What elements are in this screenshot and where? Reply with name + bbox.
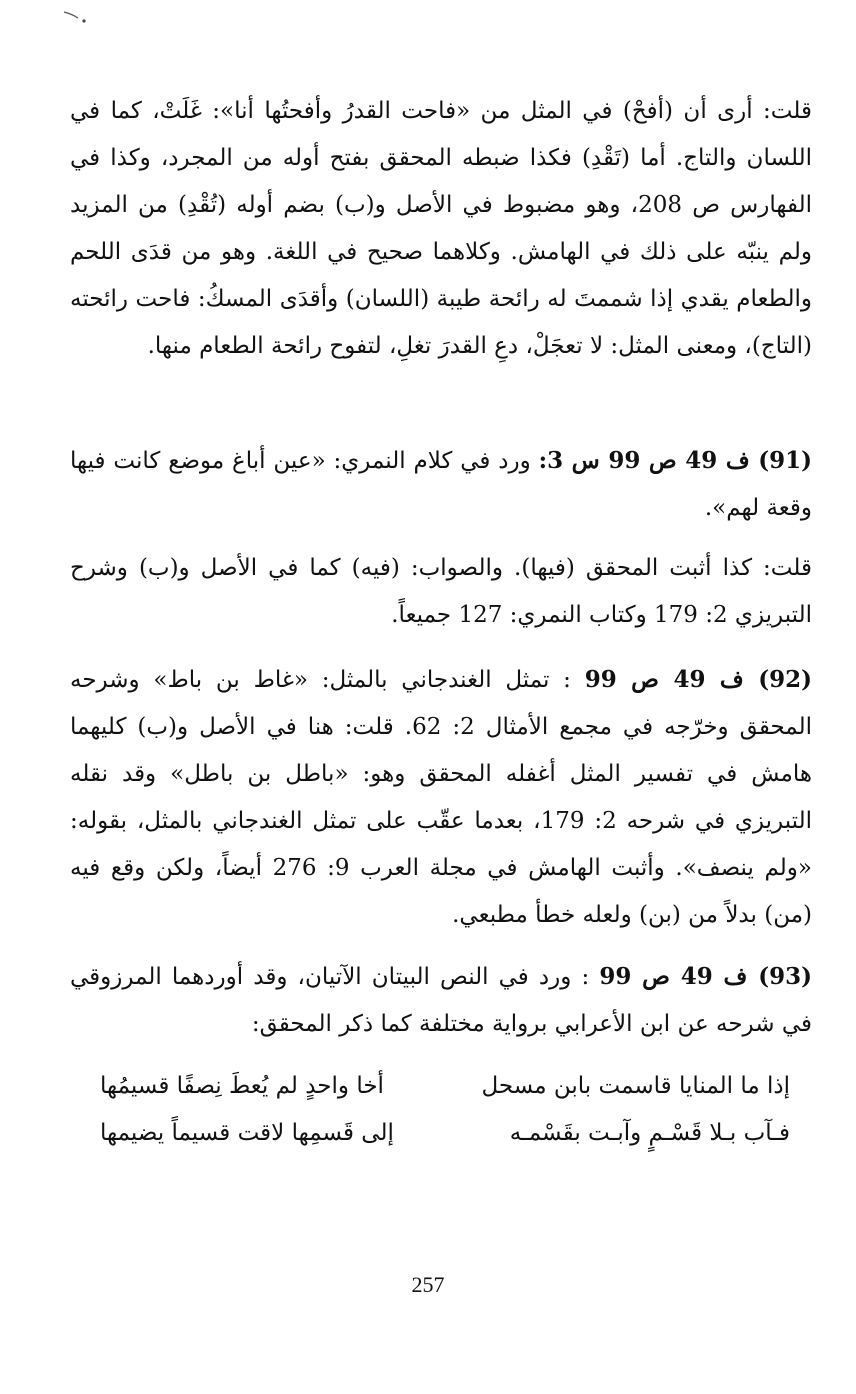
poem-verse [100, 1063, 790, 1110]
note-text: : ورد في النص البيتان الآتيان، وقد أوردهما المرزوقي في شرحه عن ابن الأعرابي برواية مختلفة كما ذكر المحقق: [70, 964, 812, 1037]
paragraph-commentary-91 [70, 545, 812, 639]
note-reference: (92) ف 49 ص 99 [584, 666, 812, 693]
page-number: 257 [411, 1272, 445, 1297]
paragraph-note-93 [70, 953, 812, 1048]
paragraph-note-92 [70, 656, 812, 939]
corner-scan-mark [62, 8, 88, 24]
paragraph-text: قلت: أرى أن (أفحْ) في المثل من «فاحت القدرُ وأفحتُها أنا»: غَلَتْ، كما في اللسان والتاج. أما (تَقْدِ) فكذا ضبطه المحقق بفتح أوله من المجرد، وكذا في الفهارس ص 208، وهو مضبوط في الأصل و(ب) بضم أوله (تُقْدِ) من المزيد ولم ينبّه على ذلك في الهامش. وكلاهما صحيح في اللغة. وهو من قدَى اللحم والطعام يقدي إذا شممتَ له رائحة طيبة (اللسان) وأقدَى المسكُ: فاحت رائحته (التاج)، ومعنى المثل: لا تعجَلْ، دعِ القدرَ تغلِ، لتفوح رائحة الطعام منها. [70, 98, 812, 359]
poem-block [100, 1063, 790, 1157]
paragraph-note-91 [70, 437, 812, 532]
note-text: : تمثل الغندجاني بالمثل: «غاط بن باط» وشرحه المحقق وخرّجه في مجمع الأمثال 2: 62. قلت: هنا في الأصل و(ب) كليهما هامش في تفسير المثل أغفله المحقق وهو: «باطل بن باطل» وقد نقله التبريزي في شرحه 2: 179، بعدما عقّب على تمثل الغندجاني بالمثل، بقوله: «ولم ينصف». وأثبت الهامش في مجلة العرب 9: 276 أيضاً، ولكن وقع فيه (من) بدلاً من (بن) ولعله خطأ مطبعي. [70, 667, 812, 928]
note-reference: (91) ف 49 ص 99 س 3: [538, 447, 813, 474]
note-text: ورد في كلام النمري: «عين أباغ موضع كانت فيها وقعة لهم». [70, 448, 812, 521]
verse-first-hemistich: فـآب بـلا قَسْـمٍ وآبـت بقَسْمـه [509, 1120, 790, 1146]
verse-second-hemistich: أخا واحدٍ لم يُعطَ نِصفًا قسيمُها [100, 1073, 384, 1099]
note-reference: (93) ف 49 ص 99 [599, 963, 812, 990]
poem-verse [100, 1110, 790, 1157]
verse-second-hemistich: إلى قَسمِها لاقت قسيماً يضيمها [100, 1120, 394, 1146]
paragraph-commentary-90 [70, 88, 812, 370]
paragraph-text: قلت: كذا أثبت المحقق (فيها). والصواب: (فيه) كما في الأصل و(ب) وشرح التبريزي 2: 179 وكتاب النمري: 127 جميعاً. [70, 555, 812, 628]
verse-first-hemistich: إذا ما المنايا قاسمت بابن مسحل [481, 1073, 790, 1099]
